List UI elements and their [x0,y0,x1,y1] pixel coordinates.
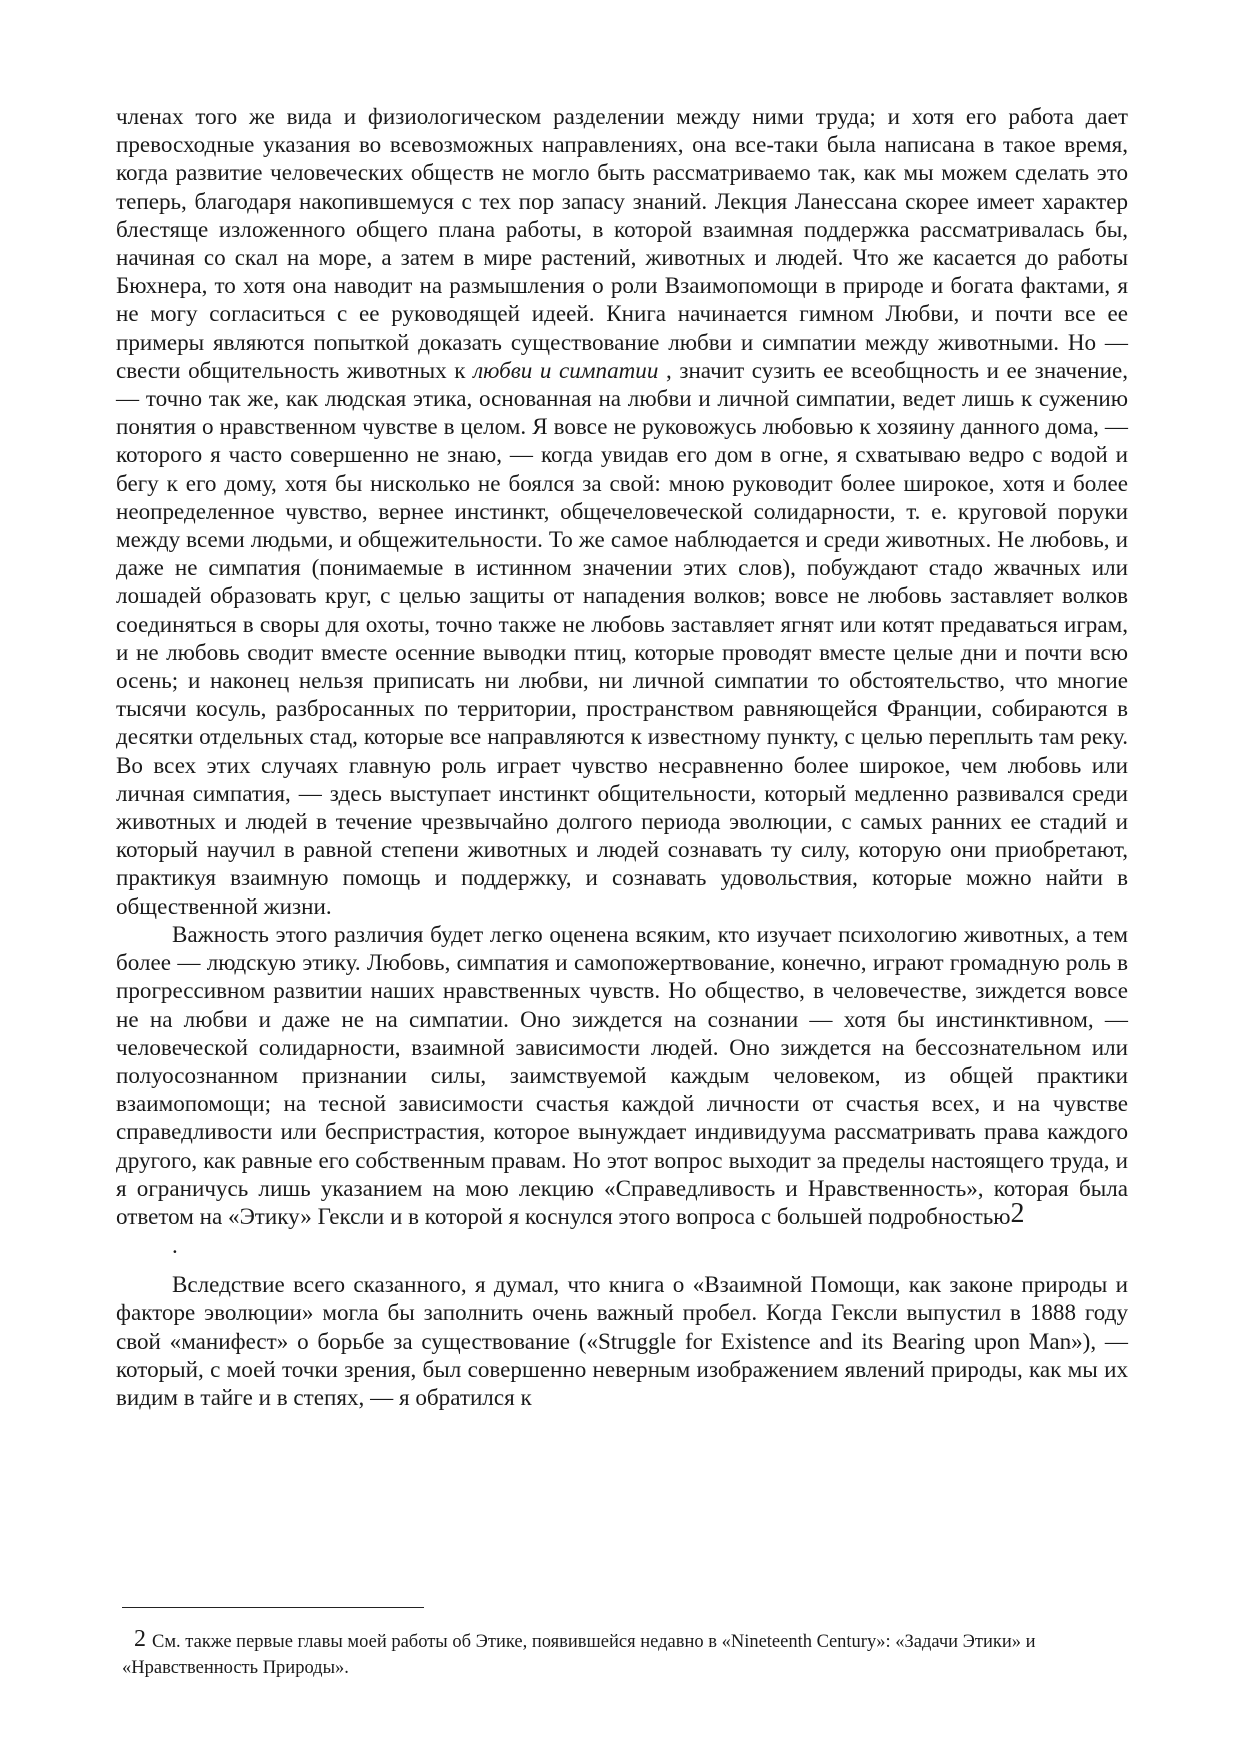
footnote-number: 2 [134,1626,146,1652]
italic-phrase: любви и симпатии [473,356,659,383]
paragraph-1 [116,102,1128,920]
footnote [122,1626,1172,1681]
paragraph-1-part-a: членах того же вида и физиологическом разделении между ними труда; и хотя его работа дает превосходные указания во всевозможных направлениях, она все-таки была написана в такое время, когда развитие человеческих обществ не могло быть рассматриваемо так, как мы можем сделать это теперь, благодаря накопившемуся с тех пор запасу знаний. Лекция Ланессана скорее имеет характер блестяще изложенного общего плана работы, в которой взаимная поддержка рассматривалась бы, начиная со скал на море, а затем в мире растений, животных и людей. Что же касается до работы Бюхнера, то хотя она наводит на размышления о роли Взаимопомощи в природе и богата фактами, я не могу согласиться с ее руководящей идеей. Книга начинается гимном Любви, и почти все ее примеры являются попыткой доказать существование любви и симпатии между животными. Но — свести общительность животных к [116,103,1128,383]
paragraph-3: Вследствие всего сказанного, я думал, что книга о «Взаимной Помощи, как законе природы и факторе эволюции» могла бы заполнить очень важный пробел. Когда Гексли выпустил в 1888 году свой «манифест» о борьбе за существование («Struggle for Existence and its Bearing upon Man»), — который, с моей точки зрения, был совершенно неверным изображением явлений природы, как мы их видим в тайге и в степях, — я обратился к [116,1271,1128,1410]
paragraph-2-text: Важность этого различия будет легко оценена всяким, кто изучает психологию животных, а тем более — людскую этику. Любовь, симпатия и самопожертвование, конечно, играют громадную роль в прогрессивном развитии наших нравственных чувств. Но общество, в человечестве, зиждется вовсе не на любви и даже не на симпатии. Оно зиждется на сознании — хотя бы инстинктивном, — человеческой солидарности, взаимной зависимости людей. Оно зиждется на бессознательном или полуосознанном признании силы, заимствуемой каждым человеком, из общей практики взаимопомощи; на тесной зависимости счастья каждой личности от счастья всех, и на чувстве справедливости или беспристрастия, которое вынуждает индивидуума рассматривать права каждого другого, как равные его собственным правам. Но этот вопрос выходит за пределы настоящего труда, и я ограничусь лишь указанием на мою лекцию «Справедливость и Нравственность», которая была ответом на «Этику» Гексли и в которой я коснулся этого вопроса с большей подробностью [116,920,1128,1229]
paragraph-1-part-b: , значит сузить ее всеобщность и ее значение, — точно так же, как людская этика, основанная на любви и личной симпатии, ведет лишь к сужению понятия о нравственном чувстве в целом. Я вовсе не руковожусь любовью к хозяину данного дома, — которого я часто совершенно не знаю, — когда увидав его дом в огне, я схватываю ведро с водой и бегу к его дому, хотя бы нисколько не боялся за свой: мною руководит более широкое, хотя и более неопределенное чувство, вернее инстинкт, общечеловеческой солидарности, т. е. круговой поруки между всеми людьми, и общежительности. То же самое наблюдается и среди животных. Не любовь, и даже не симпатия (понимаемые в истинном значении этих слов), побуждают стадо жвачных или лошадей образовать круг, с целью защиты от нападения волков; вовсе не любовь заставляет волков соединяться в своры для охоты, точно также не любовь заставляет ягнят или котят предаваться играм, и не любовь сводит вместе осенние выводки птиц, которые проводят вместе целые дни и почти всю осень; и наконец нельзя приписать ни любви, ни личной симпатии то обстоятельство, что многие тысячи косуль, разбросанных по территории, пространством равняющейся Франции, собираются в десятки отдельных стад, которые все направляются к известному пункту, с целью переплыть там реку. Во всех этих случаях главную роль играет чувство несравненно более широкое, чем любовь или личная симпатия, — здесь выступает инстинкт общительности, который медленно развивался среди животных и людей в течение чрезвычайно долгого периода эволюции, с самых ранних ее стадий и который научил в равной степени животных и людей сознавать ту силу, которую они приобретают, практикуя взаимную помощь и поддержку, и сознавать удовольствия, которые можно найти в общественной жизни. [116,356,1128,919]
footnote-divider [122,1607,424,1608]
footnote-reference[interactable]: 2 [1010,1197,1025,1229]
paragraph-2 [116,920,1128,1230]
footnote-text: См. также первые главы моей работы об Этике, появившейся недавно в «Nineteenth Century»: «Задачи Этики» и «Нравственность Природы». [122,1632,1036,1678]
main-text [116,102,1128,1411]
paragraph-2-period: . [172,1232,178,1259]
